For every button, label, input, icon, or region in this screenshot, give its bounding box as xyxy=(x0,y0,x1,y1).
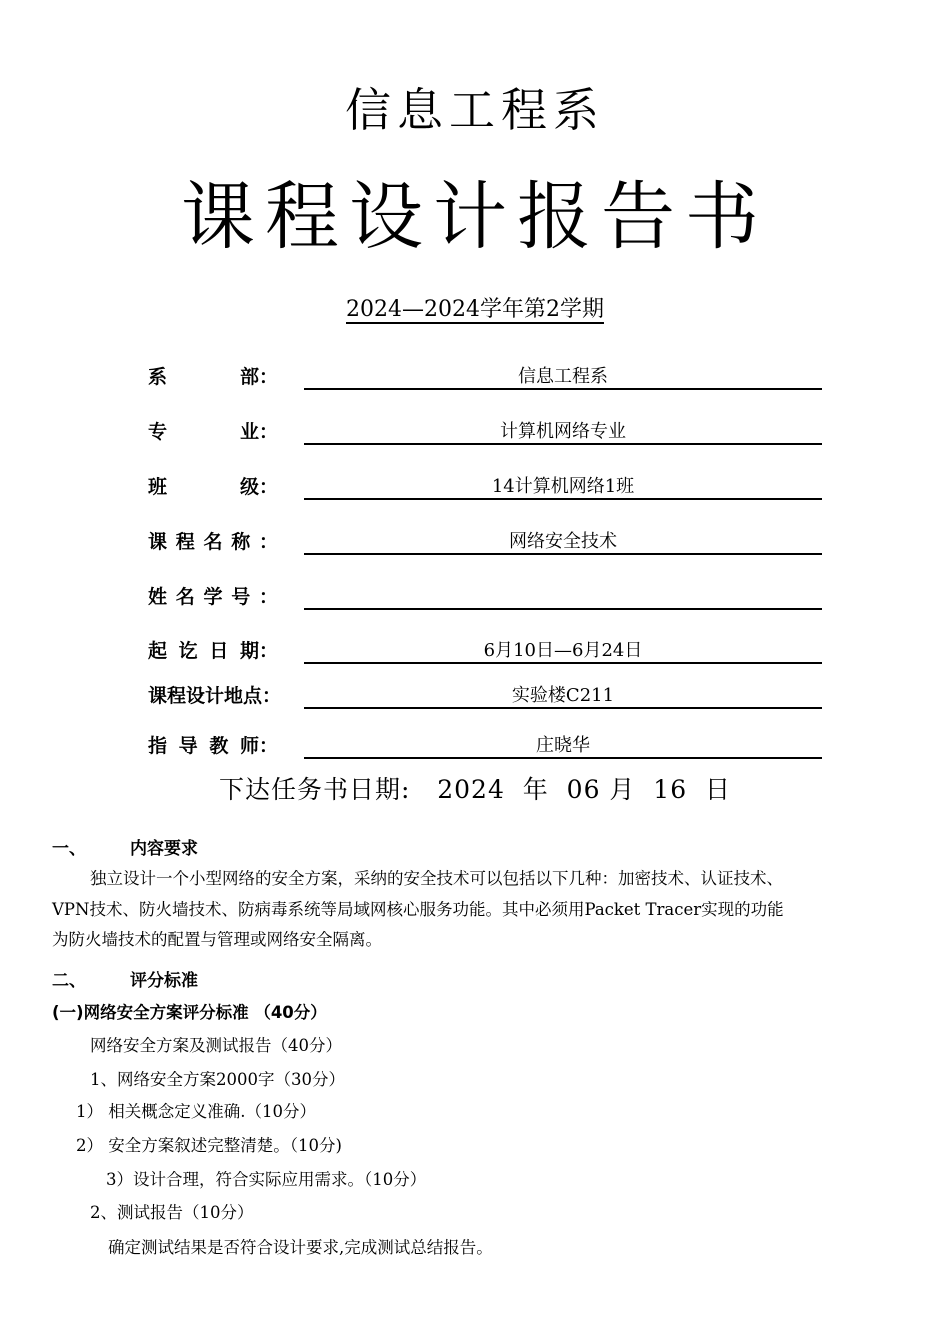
info-value: 14计算机网络1班 xyxy=(304,472,822,500)
info-row xyxy=(148,582,822,616)
info-label-char: 号 xyxy=(231,586,251,608)
info-row xyxy=(148,527,822,561)
info-label-char: 称 xyxy=(231,531,251,553)
info-label xyxy=(148,582,298,609)
info-label-char: 业： xyxy=(239,421,278,443)
info-label-char: 期： xyxy=(239,640,278,662)
info-value: 6月10日—6月24日 xyxy=(304,636,822,664)
info-value xyxy=(304,582,822,610)
info-value: 计算机网络专业 xyxy=(304,417,822,445)
info-row xyxy=(148,362,822,396)
info-label-char: 指 xyxy=(148,735,168,757)
info-label-char: 日 xyxy=(209,640,229,662)
info-label-char: 班 xyxy=(148,476,168,498)
info-label-char: 讫 xyxy=(178,640,198,662)
info-label xyxy=(148,681,298,708)
info-label-char: 起 xyxy=(148,640,168,662)
info-row xyxy=(148,636,822,670)
info-label-char: 课程设计地点： xyxy=(148,685,282,707)
section-1-line-2: VPN技术、防火墙技术、防病毒系统等局域网核心服务功能。其中必须用Packet Tracer实现的功能 xyxy=(52,900,784,919)
info-label xyxy=(148,417,298,444)
info-label xyxy=(148,527,298,554)
report-title: 课程设计报告书 xyxy=(181,174,769,260)
info-label-char: 教 xyxy=(209,735,229,757)
info-label-char: 导 xyxy=(178,735,198,757)
info-row xyxy=(148,731,822,765)
info-label-char: 课 xyxy=(148,531,168,553)
info-label xyxy=(148,636,298,663)
info-row xyxy=(148,472,822,506)
info-label-char: ： xyxy=(258,586,278,608)
info-value: 庄晓华 xyxy=(304,731,822,759)
info-label-char: 学 xyxy=(203,586,223,608)
info-label-char: 程 xyxy=(175,531,195,553)
info-label xyxy=(148,472,298,499)
section-2-title: 评分标准 xyxy=(130,971,198,991)
section-2-number: 二、 xyxy=(52,971,86,991)
criteria-item-5: 3）设计合理，符合实际应用需求。（10分） xyxy=(106,1170,427,1189)
info-label xyxy=(148,362,298,389)
section-2-heading xyxy=(52,966,198,991)
info-label-char: 名 xyxy=(203,531,223,553)
section-1-title: 内容要求 xyxy=(130,839,198,859)
term-text: 2024—2024学年第2学期 xyxy=(346,297,604,322)
criteria-item-7: 确定测试结果是否符合设计要求,完成测试总结报告。 xyxy=(108,1238,493,1257)
term-line xyxy=(0,292,950,323)
info-label xyxy=(148,731,298,758)
info-value: 实验楼C211 xyxy=(304,681,822,709)
criteria-item-1: 网络安全方案及测试报告（40分） xyxy=(90,1036,342,1055)
info-label-char: 姓 xyxy=(148,586,168,608)
info-row xyxy=(148,681,822,715)
criteria-item-4: 2） 安全方案叙述完整清楚。（10分) xyxy=(76,1136,342,1155)
section-1-line-3: 为防火墙技术的配置与管理或网络安全隔离。 xyxy=(52,930,382,949)
criteria-item-2: 1、网络安全方案2000字（30分） xyxy=(90,1070,345,1089)
section-1-number: 一、 xyxy=(52,839,86,859)
info-label-char: 专 xyxy=(148,421,168,443)
criteria-item-3: 1） 相关概念定义准确.（10分） xyxy=(76,1102,316,1121)
info-label-char: ： xyxy=(258,531,278,553)
info-label-char: 级： xyxy=(239,476,278,498)
info-label-char: 名 xyxy=(175,586,195,608)
section-1-heading xyxy=(52,834,198,859)
info-label-char: 系 xyxy=(148,366,168,388)
criteria-item-6: 2、测试报告（10分） xyxy=(90,1203,254,1222)
section-2-sub-heading: (一)网络安全方案评分标准 （40分） xyxy=(52,1003,327,1022)
issue-date: 下达任务书日期: 2024 年 06 月 16 日 xyxy=(218,775,732,804)
department-heading: 信息工程系 xyxy=(345,83,605,137)
info-value: 网络安全技术 xyxy=(304,527,822,555)
info-value: 信息工程系 xyxy=(304,362,822,390)
section-1-line-1: 独立设计一个小型网络的安全方案，采纳的安全技术可以包括以下几种：加密技术、认证技术、 xyxy=(90,869,783,888)
info-label-char: 师： xyxy=(239,735,278,757)
info-row xyxy=(148,417,822,451)
info-label-char: 部： xyxy=(239,366,278,388)
